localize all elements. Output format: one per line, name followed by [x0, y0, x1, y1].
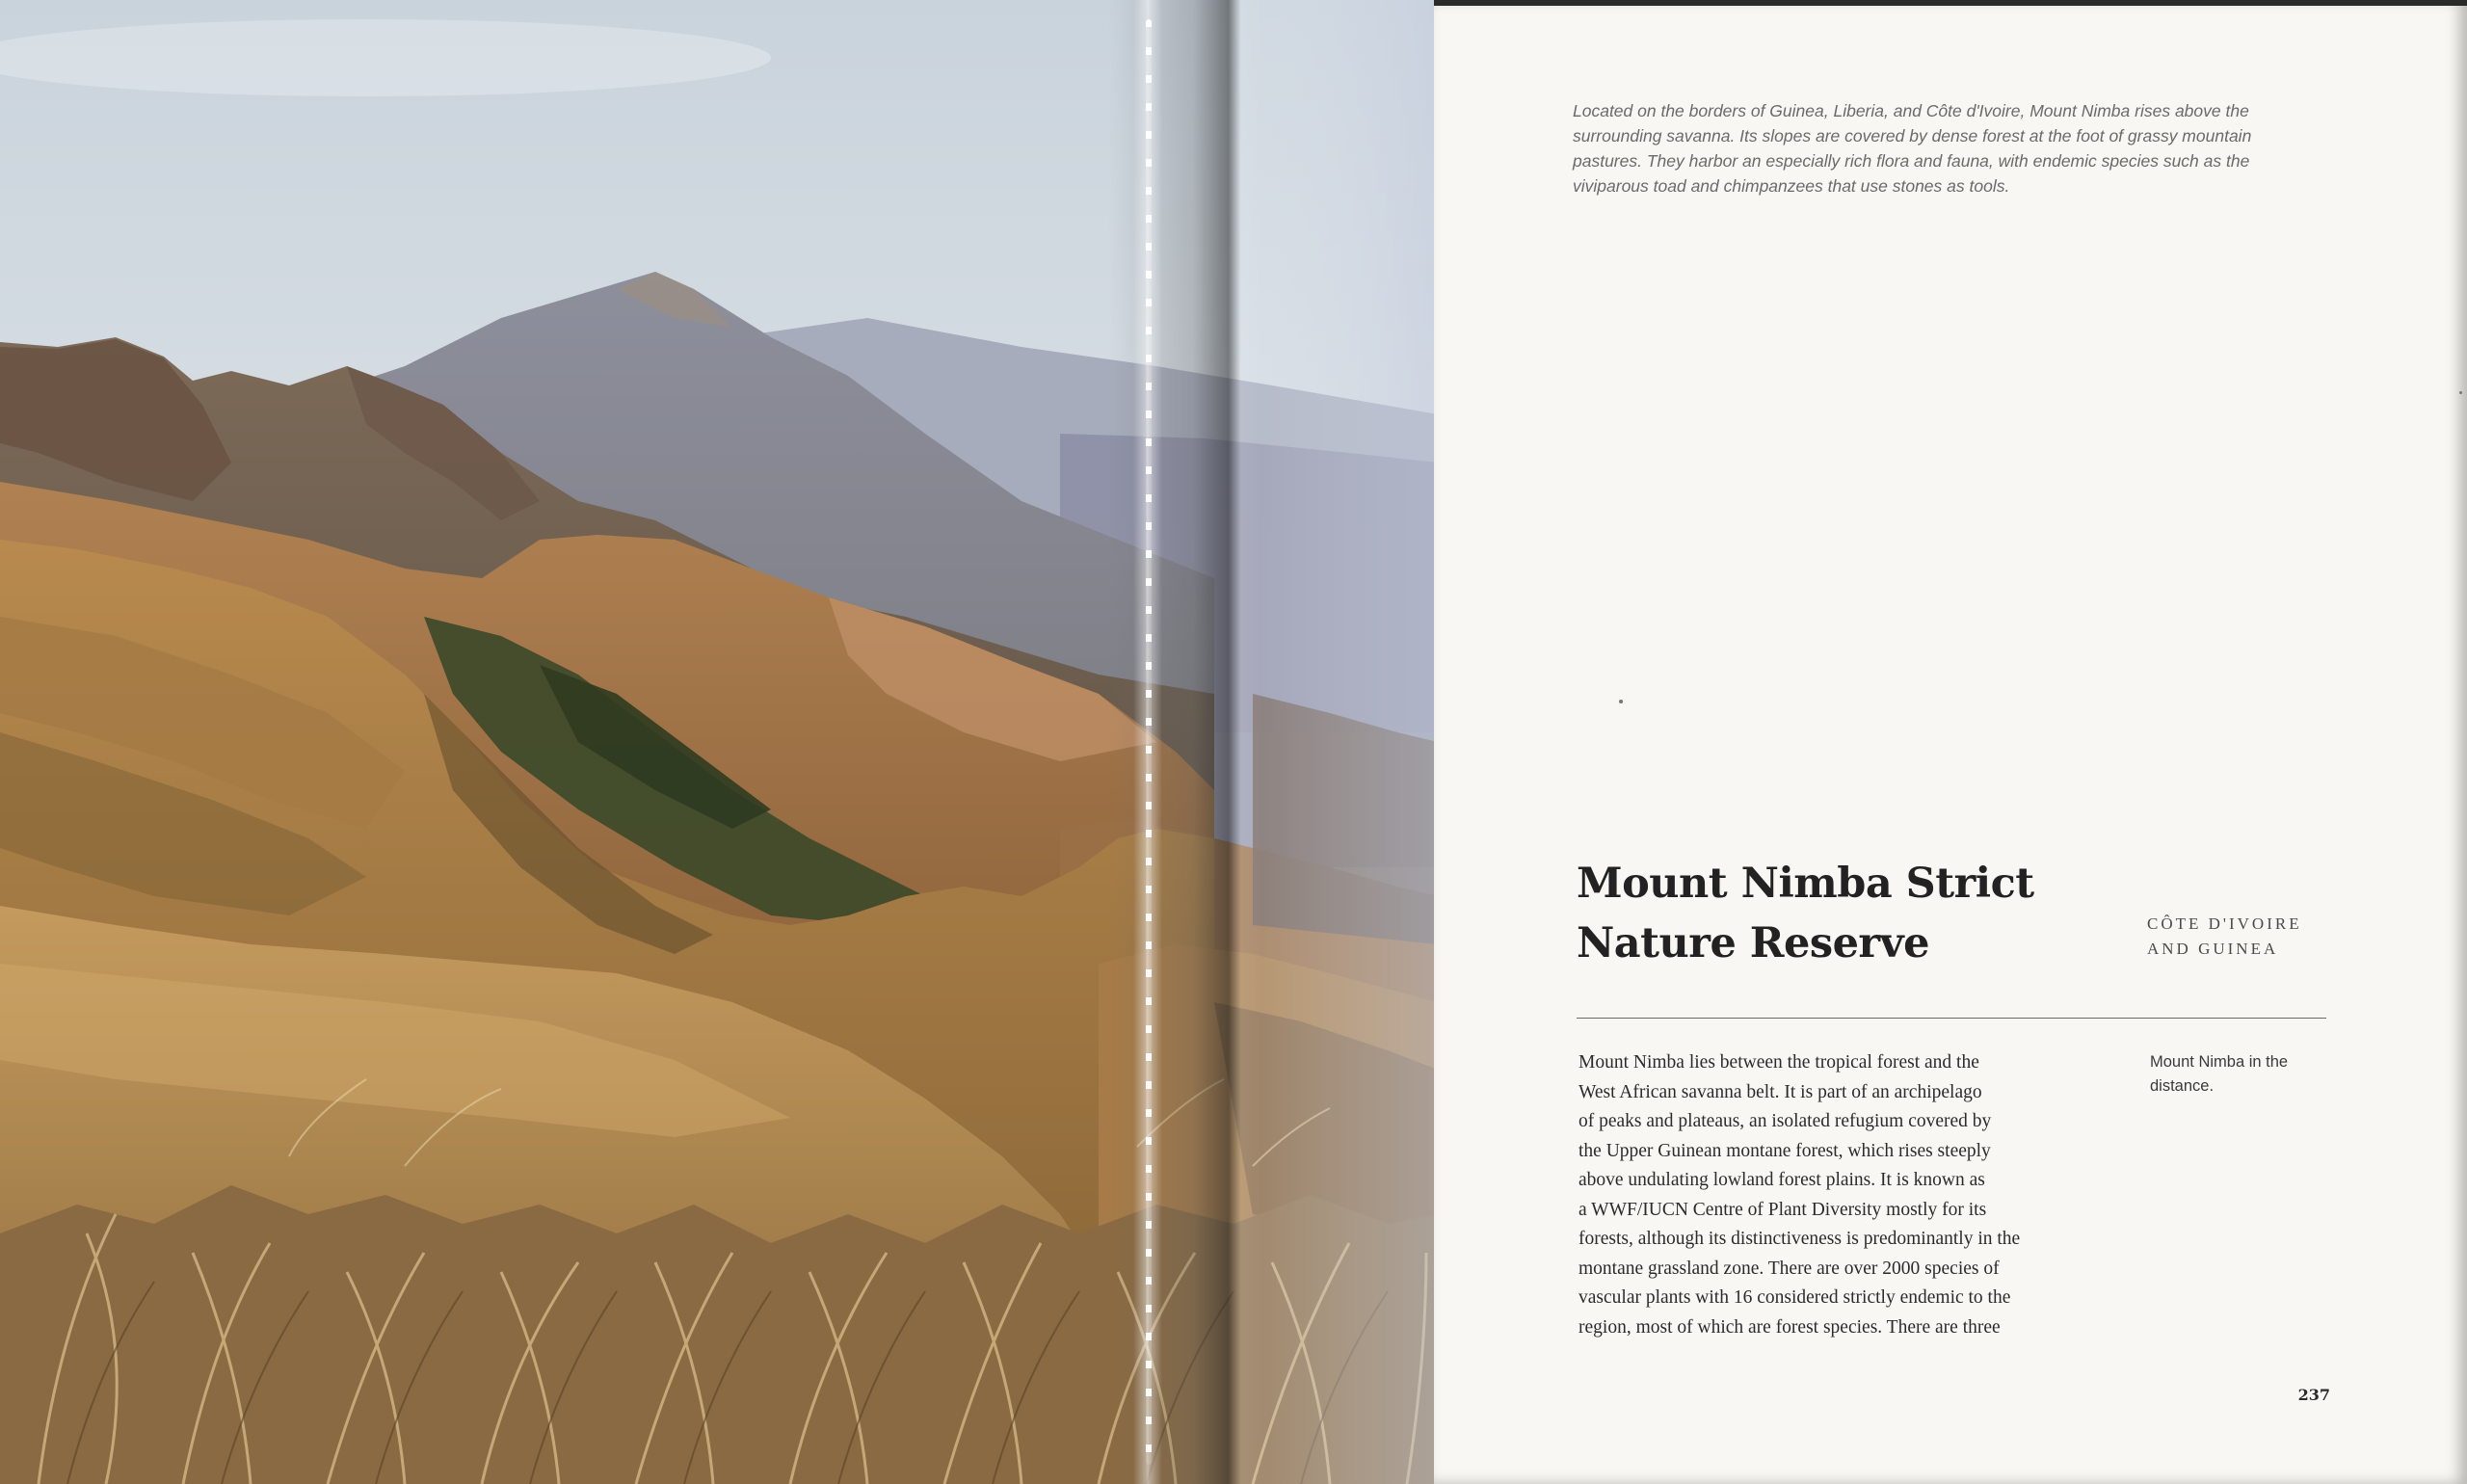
country-label [2147, 912, 2378, 962]
page-title [1577, 854, 2116, 973]
country-line-1: CÔTE D'IVOIRE [2147, 914, 2302, 933]
title-divider [1577, 1018, 2326, 1019]
dust-speck [1619, 700, 1623, 703]
body-line: montane grassland zone. There are over 2000 species of [1578, 1258, 2000, 1279]
body-line: a WWF/IUCN Centre of Plant Diversity mostly for its [1578, 1199, 1987, 1220]
body-paragraph [1578, 1048, 2118, 1342]
body-line: the Upper Guinean montane forest, which rises steeply [1578, 1140, 1991, 1161]
country-line-2: AND GUINEA [2147, 940, 2279, 958]
photo-caption [2150, 1050, 2333, 1099]
body-line: region, most of which are forest species. There are three [1578, 1316, 2001, 1338]
intro-paragraph: Located on the borders of Guinea, Liberia, and Côte d'Ivoire, Mount Nimba rises above the surrounding savanna. Its slopes are covered by dense forest at the foot of grassy mountain pastures. They harbor an especially rich flora and fauna, with endemic species such as the viviparous toad and chimpanzees that use stones as tools. [1573, 101, 2252, 196]
caption-line-1: Mount Nimba in the [2150, 1053, 2289, 1071]
body-line: vascular plants with 16 considered strictly endemic to the [1578, 1287, 2011, 1308]
page-top-edge [1434, 0, 2467, 6]
body-line: above undulating lowland forest plains. It is known as [1578, 1170, 1985, 1190]
scanner-glare-dots [1146, 19, 1152, 1465]
title-line-1: Mount Nimba Strict [1577, 860, 2034, 908]
title-line-2: Nature Reserve [1577, 919, 1929, 967]
body-line: forests, although its distinctiveness is predominantly in the [1578, 1229, 2021, 1249]
body-line: of peaks and plateaus, an isolated refugium covered by [1578, 1111, 1992, 1131]
body-line: Mount Nimba lies between the tropical forest and the [1578, 1052, 1979, 1073]
page-number: 237 [2297, 1386, 2330, 1404]
dust-speck [2459, 391, 2462, 394]
book-gutter-shadow [1108, 0, 1262, 1484]
text-page [1434, 0, 2467, 1484]
body-line: West African savanna belt. It is part of an archipelago [1578, 1081, 1982, 1102]
caption-line-2: distance. [2150, 1077, 2215, 1095]
